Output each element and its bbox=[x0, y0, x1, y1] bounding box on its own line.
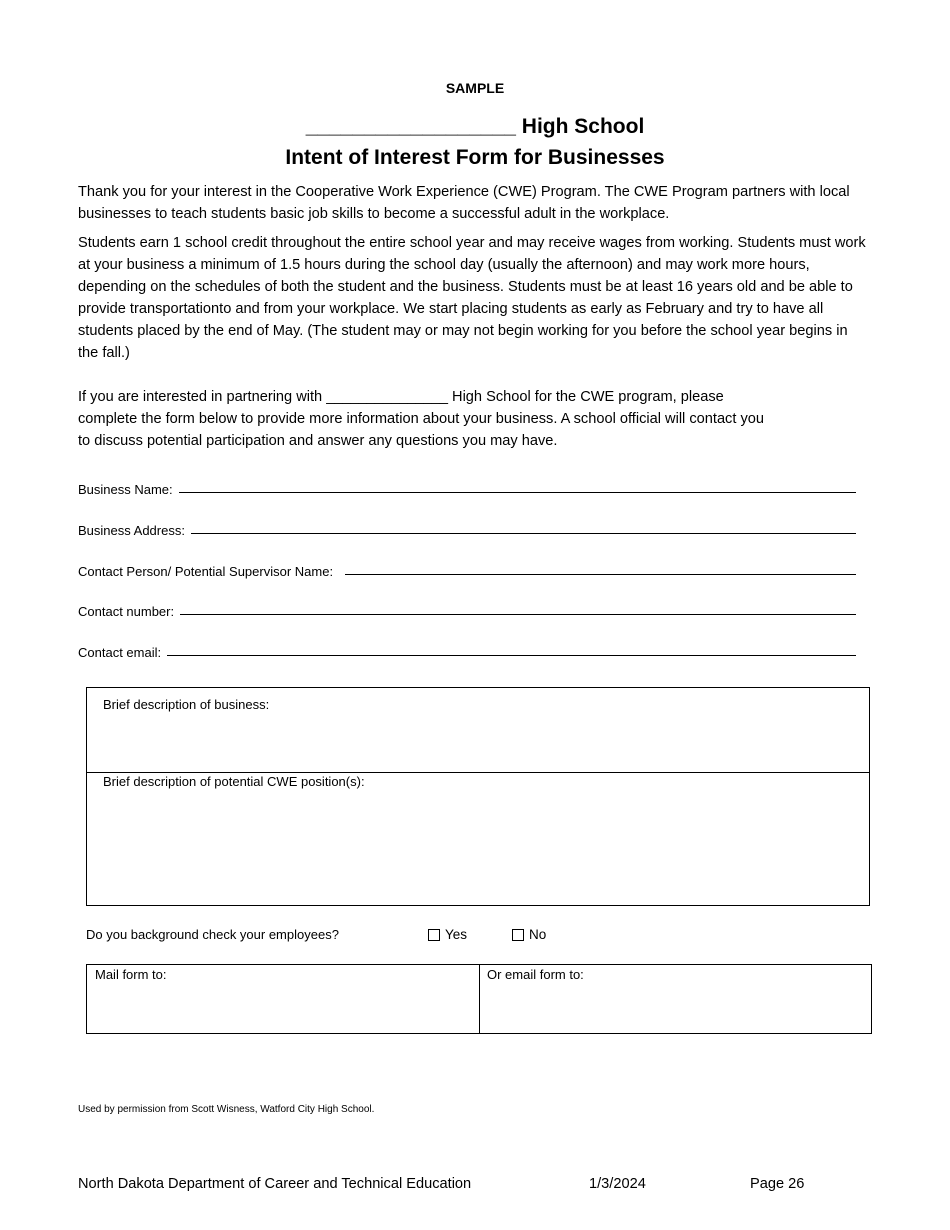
contact-person-field bbox=[78, 559, 856, 579]
description-table bbox=[86, 687, 870, 906]
intro-paragraph-3-line-2: complete the form below to provide more information about your business. A school official will contact you bbox=[78, 411, 764, 427]
intro-paragraph-3-line-3: to discuss potential participation and answer any questions you may have. bbox=[78, 433, 558, 449]
intro-paragraph-2: Students earn 1 school credit throughout the entire school year and may receive wages from working. Students must work at your business a minimum of 1.5 hours during the school day (usually the afternoon) and may work more hours, depending on the schedules of both the student and the business. Students must be at least 16 years old and be able to provide transportationto and from your workplace. We start placing students as early as February and try to have all students placed by the end of May. (The student may or may not begin working for you before the school year begins in the fall.) bbox=[78, 235, 866, 361]
yes-label: Yes bbox=[445, 927, 468, 942]
business-description-cell[interactable] bbox=[87, 688, 869, 773]
business-name-label: Business Name: bbox=[78, 482, 173, 497]
business-description-label: Brief description of business: bbox=[103, 697, 270, 712]
business-address-line[interactable] bbox=[191, 532, 856, 534]
email-form-label: Or email form to: bbox=[487, 967, 584, 982]
checkbox-icon[interactable] bbox=[512, 929, 524, 941]
sample-label: SAMPLE bbox=[445, 80, 505, 96]
contact-number-label: Contact number: bbox=[78, 604, 175, 619]
business-name-line[interactable] bbox=[179, 491, 856, 493]
intro-paragraph-3-line-1: If you are interested in partnering with _______________ High School for the CWE program, please bbox=[78, 389, 724, 405]
intro-paragraph-3 bbox=[78, 386, 820, 452]
send-form-table bbox=[86, 964, 872, 1034]
business-address-field bbox=[78, 518, 856, 538]
contact-email-line[interactable] bbox=[167, 654, 856, 656]
intro-paragraph-1: Thank you for your interest in the Cooperative Work Experience (CWE) Program. The CWE Program partners with local businesses to teach students basic job skills to become a successful adult in the workplace. bbox=[78, 184, 850, 222]
checkbox-icon[interactable] bbox=[428, 929, 440, 941]
position-description-cell[interactable] bbox=[87, 773, 869, 905]
footer-date: 1/3/2024 bbox=[589, 1176, 646, 1192]
contact-email-field bbox=[78, 640, 856, 660]
permission-note: Used by permission from Scott Wisness, Watford City High School. bbox=[78, 1104, 375, 1115]
contact-number-line[interactable] bbox=[180, 613, 856, 615]
business-address-label: Business Address: bbox=[78, 523, 185, 538]
mail-form-label: Mail form to: bbox=[95, 967, 167, 982]
background-check-question: Do you background check your employees? bbox=[86, 927, 339, 942]
form-title-school: __________________ High School bbox=[305, 115, 645, 138]
form-title: Intent of Interest Form for Businesses bbox=[285, 146, 665, 169]
footer-org: North Dakota Department of Career and Technical Education bbox=[78, 1176, 472, 1192]
background-check-yes[interactable] bbox=[428, 927, 467, 942]
footer-page: Page 26 bbox=[750, 1176, 805, 1192]
contact-number-field bbox=[78, 599, 856, 619]
position-description-label: Brief description of potential CWE position(s): bbox=[103, 774, 365, 789]
contact-email-label: Contact email: bbox=[78, 645, 162, 660]
contact-person-label: Contact Person/ Potential Supervisor Name: bbox=[78, 564, 334, 579]
business-name-field bbox=[78, 477, 856, 497]
no-label: No bbox=[529, 927, 547, 942]
background-check-no[interactable] bbox=[512, 927, 546, 942]
contact-person-line[interactable] bbox=[345, 573, 856, 575]
mail-form-cell[interactable] bbox=[87, 965, 480, 1033]
